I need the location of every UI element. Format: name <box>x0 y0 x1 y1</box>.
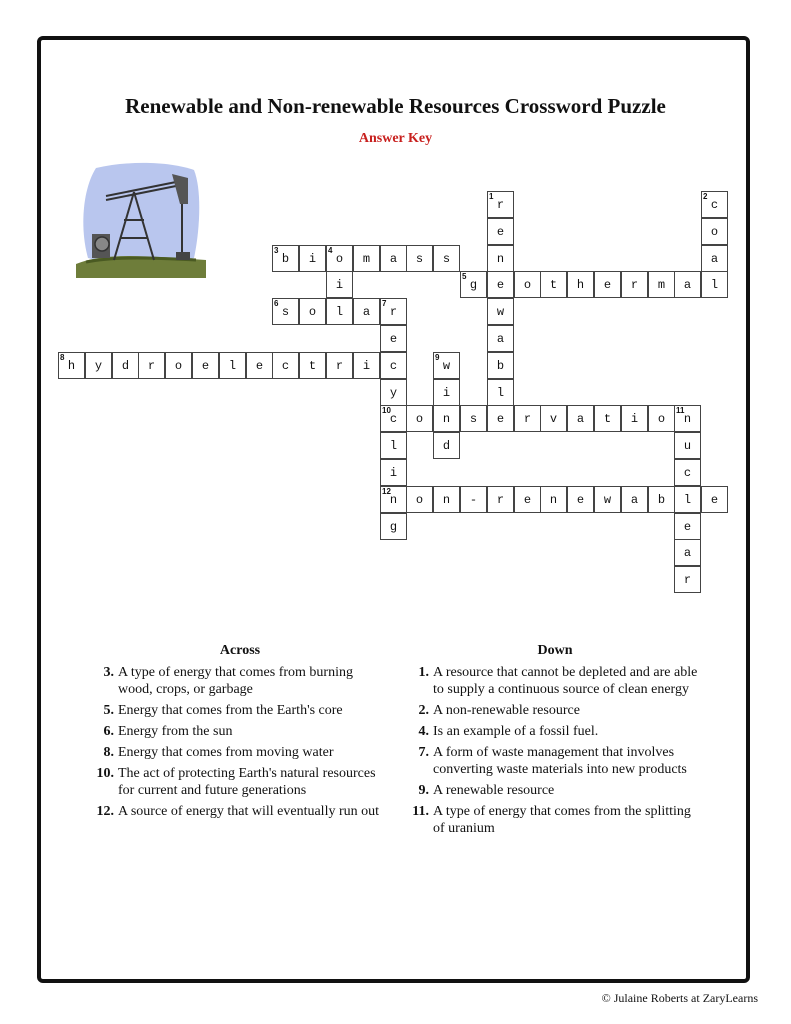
crossword-cell[interactable] <box>85 352 112 379</box>
cell-letter: c <box>683 466 692 480</box>
clue-text: A source of energy that will eventually run out <box>118 804 380 819</box>
crossword-cell[interactable] <box>380 352 407 379</box>
cell-letter: l <box>683 493 692 507</box>
cell-letter: e <box>603 278 612 292</box>
clue-text: A type of energy that comes from the splitting of uranium <box>433 804 691 836</box>
crossword-cell[interactable] <box>380 405 407 432</box>
clue-number: 1. <box>418 665 429 680</box>
cell-letter: e <box>496 225 505 239</box>
down-clue <box>405 723 705 740</box>
cell-number: 12 <box>382 487 391 496</box>
cell-letter: i <box>335 278 344 292</box>
cell-letter: u <box>683 439 692 453</box>
crossword-cell[interactable] <box>460 405 487 432</box>
clue-number: 8. <box>103 745 114 760</box>
crossword-cell[interactable] <box>299 352 326 379</box>
cell-letter: r <box>496 198 505 212</box>
cell-letter: a <box>683 278 692 292</box>
across-clue <box>90 664 390 698</box>
across-clue <box>90 702 390 719</box>
cell-letter: o <box>308 305 317 319</box>
crossword-cell[interactable] <box>487 298 514 325</box>
crossword-cell[interactable] <box>487 352 514 379</box>
across-heading: Across <box>219 643 261 658</box>
cell-letter: r <box>683 573 692 587</box>
cell-letter: n <box>389 493 398 507</box>
crossword-cell[interactable] <box>648 486 675 513</box>
cell-letter: o <box>657 412 666 426</box>
cell-letter: r <box>147 359 156 373</box>
oil-pump-jack-icon <box>76 160 206 280</box>
crossword-cell[interactable] <box>594 405 621 432</box>
crossword-cell[interactable] <box>540 486 567 513</box>
crossword-cell[interactable] <box>192 352 219 379</box>
clue-number: 6. <box>103 724 114 739</box>
cell-letter: i <box>389 466 398 480</box>
cell-letter: a <box>683 546 692 560</box>
copyright-footer: © Julaine Roberts at ZaryLearns <box>601 991 758 1005</box>
crossword-cell[interactable] <box>460 271 487 298</box>
crossword-cell[interactable] <box>674 432 701 459</box>
cell-letter: e <box>710 493 719 507</box>
down-clue <box>405 803 705 837</box>
crossword-cell[interactable] <box>326 245 353 272</box>
crossword-cell[interactable] <box>299 298 326 325</box>
crossword-cell[interactable] <box>380 245 407 272</box>
crossword-cell[interactable] <box>433 486 460 513</box>
crossword-cell[interactable] <box>272 245 299 272</box>
crossword-cell[interactable] <box>380 432 407 459</box>
crossword-cell[interactable] <box>514 486 541 513</box>
crossword-cell[interactable] <box>165 352 192 379</box>
clue-number: 3. <box>103 665 114 680</box>
cell-number: 6 <box>274 299 279 308</box>
across-clue <box>90 744 390 761</box>
cell-letter: o <box>523 278 532 292</box>
clue-text: A resource that cannot be depleted and are able to supply a continuous source of clean energy <box>433 665 698 697</box>
cell-number: 10 <box>382 406 391 415</box>
cell-letter: e <box>496 412 505 426</box>
crossword-cell[interactable] <box>674 271 701 298</box>
cell-letter: c <box>281 359 290 373</box>
crossword-cell[interactable] <box>219 352 246 379</box>
cell-letter: b <box>657 493 666 507</box>
cell-letter: n <box>442 412 451 426</box>
clue-text: The act of protecting Earth's natural resources for current and future generations <box>118 766 376 798</box>
crossword-cell[interactable] <box>540 405 567 432</box>
crossword-cell[interactable] <box>567 486 594 513</box>
crossword-cell[interactable] <box>380 459 407 486</box>
crossword-cell[interactable] <box>540 271 567 298</box>
cell-letter: o <box>335 252 344 266</box>
cell-letter: i <box>362 359 371 373</box>
cell-number: 4 <box>328 246 333 255</box>
cell-letter: l <box>710 278 719 292</box>
crossword-cell[interactable] <box>487 405 514 432</box>
crossword-cell[interactable] <box>648 405 675 432</box>
crossword-cell[interactable] <box>406 405 433 432</box>
cell-letter: o <box>415 412 424 426</box>
crossword-cell[interactable] <box>674 566 701 593</box>
clue-number: 10. <box>96 766 114 781</box>
crossword-cell[interactable] <box>674 513 701 540</box>
down-clue <box>405 782 705 799</box>
cell-letter: n <box>496 252 505 266</box>
crossword-cell[interactable] <box>380 486 407 513</box>
crossword-cell[interactable] <box>138 352 165 379</box>
crossword-cell[interactable] <box>299 245 326 272</box>
cell-letter: l <box>335 305 344 319</box>
crossword-cell[interactable] <box>326 352 353 379</box>
across-clue <box>90 723 390 740</box>
cell-letter: e <box>389 332 398 346</box>
cell-letter: l <box>228 359 237 373</box>
crossword-cell[interactable] <box>380 325 407 352</box>
cell-letter: s <box>281 305 290 319</box>
crossword-cell[interactable] <box>433 432 460 459</box>
cell-letter: r <box>335 359 344 373</box>
cell-letter: s <box>415 252 424 266</box>
cell-number: 1 <box>489 192 494 201</box>
cell-number: 3 <box>274 246 279 255</box>
cell-letter: a <box>710 252 719 266</box>
crossword-cell[interactable] <box>701 245 728 272</box>
cell-letter: h <box>67 359 76 373</box>
cell-letter: n <box>549 493 558 507</box>
cell-number: 7 <box>382 299 387 308</box>
clue-number: 11. <box>412 804 429 819</box>
clue-text: A renewable resource <box>433 783 555 798</box>
crossword-cell[interactable] <box>487 486 514 513</box>
cell-letter: a <box>576 412 585 426</box>
cell-letter: c <box>389 412 398 426</box>
crossword-cell[interactable] <box>514 271 541 298</box>
cell-letter: r <box>523 412 532 426</box>
cell-letter: r <box>496 493 505 507</box>
crossword-cell[interactable] <box>353 245 380 272</box>
down-clue <box>405 744 705 778</box>
cell-letter: s <box>442 252 451 266</box>
cell-letter: w <box>496 305 505 319</box>
crossword-cell[interactable] <box>567 271 594 298</box>
cell-letter: i <box>630 412 639 426</box>
cell-letter: o <box>415 493 424 507</box>
crossword-cell[interactable] <box>621 271 648 298</box>
crossword-cell[interactable] <box>701 218 728 245</box>
answer-key-label: Answer Key <box>358 131 433 146</box>
crossword-cell[interactable] <box>674 539 701 566</box>
cell-letter: s <box>469 412 478 426</box>
crossword-cell[interactable] <box>112 352 139 379</box>
crossword-cell[interactable] <box>701 486 728 513</box>
clue-number: 9. <box>418 783 429 798</box>
crossword-cell[interactable] <box>594 271 621 298</box>
cell-letter: l <box>496 386 505 400</box>
clue-number: 7. <box>418 745 429 760</box>
crossword-cell[interactable] <box>621 486 648 513</box>
crossword-cell[interactable] <box>433 405 460 432</box>
cell-letter: a <box>496 332 505 346</box>
crossword-cell[interactable] <box>380 513 407 540</box>
cell-number: 11 <box>676 406 685 415</box>
crossword-cell[interactable] <box>487 218 514 245</box>
crossword-cell[interactable] <box>353 298 380 325</box>
cell-letter: a <box>389 252 398 266</box>
clue-number: 4. <box>418 724 429 739</box>
clue-text: Is an example of a fossil fuel. <box>433 724 599 739</box>
cell-letter: g <box>389 520 398 534</box>
crossword-cell[interactable] <box>487 245 514 272</box>
crossword-cell[interactable] <box>406 245 433 272</box>
crossword-cell[interactable] <box>487 191 514 218</box>
crossword-cell[interactable] <box>433 245 460 272</box>
cell-letter: h <box>576 278 585 292</box>
cell-letter: a <box>362 305 371 319</box>
crossword-cell[interactable] <box>701 191 728 218</box>
crossword-cell[interactable] <box>487 271 514 298</box>
across-clues <box>90 642 390 824</box>
cell-number: 8 <box>60 353 65 362</box>
crossword-cell[interactable] <box>246 352 273 379</box>
crossword-cell[interactable] <box>594 486 621 513</box>
cell-letter: n <box>683 412 692 426</box>
cell-letter: n <box>442 493 451 507</box>
crossword-cell[interactable] <box>380 298 407 325</box>
cell-letter: r <box>389 305 398 319</box>
cell-letter: o <box>174 359 183 373</box>
cell-letter: d <box>121 359 130 373</box>
cell-letter: l <box>389 439 398 453</box>
clue-text: Energy that comes from moving water <box>118 745 334 760</box>
cell-letter: i <box>308 252 317 266</box>
cell-letter: g <box>469 278 478 292</box>
crossword-cell[interactable] <box>406 486 433 513</box>
crossword-cell[interactable] <box>674 459 701 486</box>
cell-letter: t <box>549 278 558 292</box>
crossword-cell[interactable] <box>514 405 541 432</box>
clue-number: 2. <box>418 703 429 718</box>
across-clue <box>90 803 390 820</box>
crossword-cell[interactable] <box>272 352 299 379</box>
clue-text: A form of waste management that involves converting waste materials into new products <box>433 745 687 777</box>
crossword-cell[interactable] <box>353 352 380 379</box>
cell-letter: e <box>683 520 692 534</box>
cell-letter: d <box>442 439 451 453</box>
down-heading: Down <box>537 643 573 658</box>
crossword-cell[interactable] <box>380 379 407 406</box>
crossword-cell[interactable] <box>433 379 460 406</box>
cell-number: 9 <box>435 353 440 362</box>
cell-letter: y <box>389 386 398 400</box>
cell-letter: v <box>549 412 558 426</box>
cell-letter: e <box>201 359 210 373</box>
crossword-cell[interactable] <box>326 298 353 325</box>
crossword-cell[interactable] <box>433 352 460 379</box>
crossword-cell[interactable] <box>58 352 85 379</box>
cell-letter: b <box>496 359 505 373</box>
crossword-cell[interactable] <box>326 271 353 298</box>
crossword-cell[interactable] <box>674 405 701 432</box>
crossword-cell[interactable] <box>621 405 648 432</box>
cell-letter: t <box>603 412 612 426</box>
clue-text: Energy from the sun <box>118 724 233 739</box>
crossword-cell[interactable] <box>701 271 728 298</box>
crossword-cell[interactable] <box>460 486 487 513</box>
crossword-cell[interactable] <box>487 325 514 352</box>
cell-letter: e <box>523 493 532 507</box>
cell-letter: e <box>255 359 264 373</box>
cell-letter: - <box>469 493 478 507</box>
across-clue <box>90 765 390 799</box>
cell-letter: m <box>657 278 666 292</box>
cell-letter: e <box>496 278 505 292</box>
cell-number: 2 <box>703 192 708 201</box>
clue-text: A non-renewable resource <box>433 703 580 718</box>
crossword-cell[interactable] <box>487 379 514 406</box>
cell-letter: c <box>389 359 398 373</box>
down-clue <box>405 664 705 698</box>
page-title: Renewable and Non-renewable Resources Crossword Puzzle <box>125 94 666 118</box>
cell-letter: i <box>442 386 451 400</box>
cell-letter: b <box>281 252 290 266</box>
cell-letter: c <box>710 198 719 212</box>
cell-letter: r <box>630 278 639 292</box>
cell-letter: m <box>362 252 371 266</box>
crossword-cell[interactable] <box>272 298 299 325</box>
crossword-cell[interactable] <box>674 486 701 513</box>
down-clues <box>405 642 705 841</box>
down-clue <box>405 702 705 719</box>
cell-letter: w <box>442 359 451 373</box>
crossword-cell[interactable] <box>567 405 594 432</box>
cell-letter: w <box>603 493 612 507</box>
clue-text: Energy that comes from the Earth's core <box>118 703 343 718</box>
clue-number: 5. <box>103 703 114 718</box>
clue-text: A type of energy that comes from burning wood, crops, or garbage <box>118 665 353 697</box>
cell-letter: y <box>94 359 103 373</box>
cell-letter: t <box>308 359 317 373</box>
cell-letter: o <box>710 225 719 239</box>
crossword-cell[interactable] <box>648 271 675 298</box>
cell-number: 5 <box>462 272 467 281</box>
cell-letter: a <box>630 493 639 507</box>
clue-number: 12. <box>96 804 114 819</box>
cell-letter: e <box>576 493 585 507</box>
